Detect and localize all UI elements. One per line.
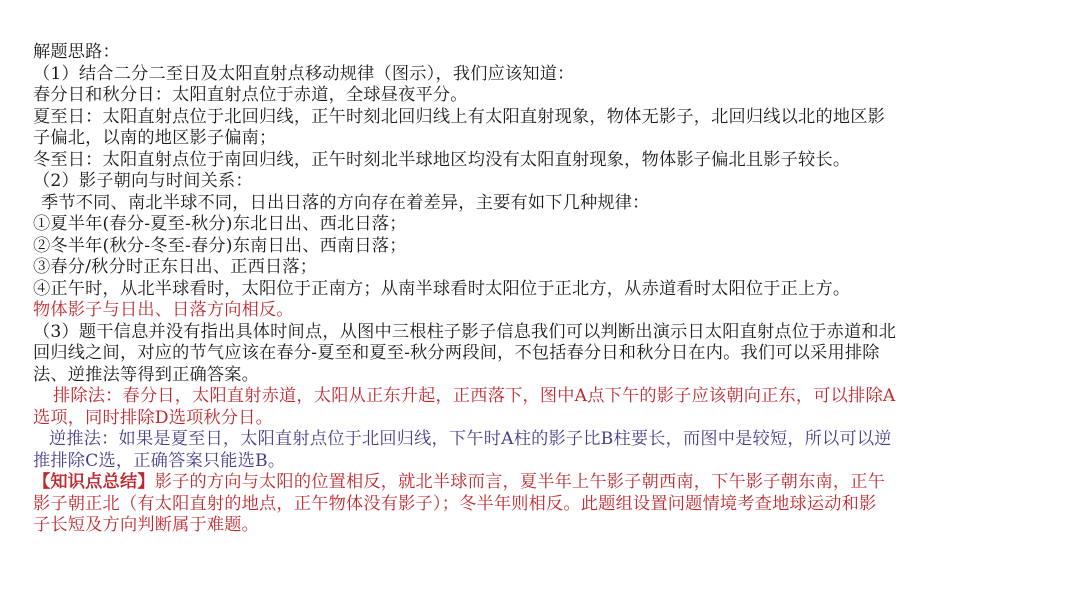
- summer-solstice-text-1: 夏至日：太阳直射点位于北回归线，正午时刻北回归线上有太阳直射现象，物体无影子，北回归线以北的地区影: [33, 106, 885, 127]
- summary-line-1: [33, 472, 1063, 494]
- rule-3: ③春分/秋分时正东日出、正西日落；: [33, 257, 318, 277]
- section-1-heading: （1）结合二分二至日及太阳直射点移动规律（图示），我们应该知道：: [33, 63, 575, 84]
- section-3-text-2: 回归线之间，对应的节气应该在春分-夏至和夏至-秋分两段间，不包括春分日和秋分日在内。我们可以采用排除: [33, 343, 880, 363]
- reverse-method-2: 推排除C选，正确答案只能选B。: [33, 450, 286, 471]
- summary-text-3: 子长短及方向判断属于难题。: [33, 515, 260, 535]
- summary-label: 【知识点总结】: [33, 472, 155, 492]
- explanation-document: [33, 42, 1063, 537]
- section-3-text-1: （3）题干信息并没有指出具体时间点，从图中三根柱子影子信息我们可以判断出演示日太阳直射点位于赤道和北: [33, 321, 897, 342]
- summary-text-1: 影子的方向与太阳的位置相反，就北半球而言，夏半年上午影子朝西南，下午影子朝东南，正午: [154, 472, 885, 492]
- shadow-rule: 物体影子与日出、日落方向相反。: [33, 300, 294, 320]
- rule-1: ①夏半年(春分-夏至-秋分)东北日出、西北日落；: [33, 214, 407, 234]
- rule-2: ②冬半年(秋分-冬至-春分)东南日出、西南日落；: [33, 235, 407, 256]
- summer-solstice-text-2: 子偏北，以南的地区影子偏南；: [33, 128, 277, 148]
- exclusion-method-2: 选项，同时排除D选项秋分日。: [33, 407, 274, 428]
- equinox-text: 春分日和秋分日：太阳直射点位于赤道，全球昼夜平分。: [33, 85, 468, 105]
- rule-4: ④正午时，从北半球看时，太阳位于正南方；从南半球看时太阳位于正北方，从赤道看时太阳位于正上方。: [33, 278, 851, 299]
- section-2-heading: （2）影子朝向与时间关系：: [33, 171, 253, 191]
- doc-title: 解题思路：: [33, 42, 120, 62]
- winter-solstice-text: 冬至日：太阳直射点位于南回归线，正午时刻北半球地区均没有太阳直射现象，物体影子偏北且影子较长。: [33, 149, 851, 170]
- reverse-method-1: 逆推法：如果是夏至日，太阳直射点位于北回归线，下午时A柱的影子比B柱要长，而图中是较短，所以可以逆: [49, 429, 892, 449]
- section-2-intro: 季节不同、南北半球不同，日出日落的方向存在着差异，主要有如下几种规律：: [41, 192, 650, 213]
- exclusion-method-1: 排除法：春分日，太阳直射赤道，太阳从正东升起，正西落下，图中A点下午的影子应该朝向正东，可以排除A: [53, 386, 896, 406]
- section-3-text-3: 法、逆推法等得到正确答案。: [33, 364, 260, 385]
- summary-text-2: 影子朝正北（有太阳直射的地点，正午物体没有影子）；冬半年则相反。此题组设置问题情境考查地球运动和影: [33, 493, 877, 514]
